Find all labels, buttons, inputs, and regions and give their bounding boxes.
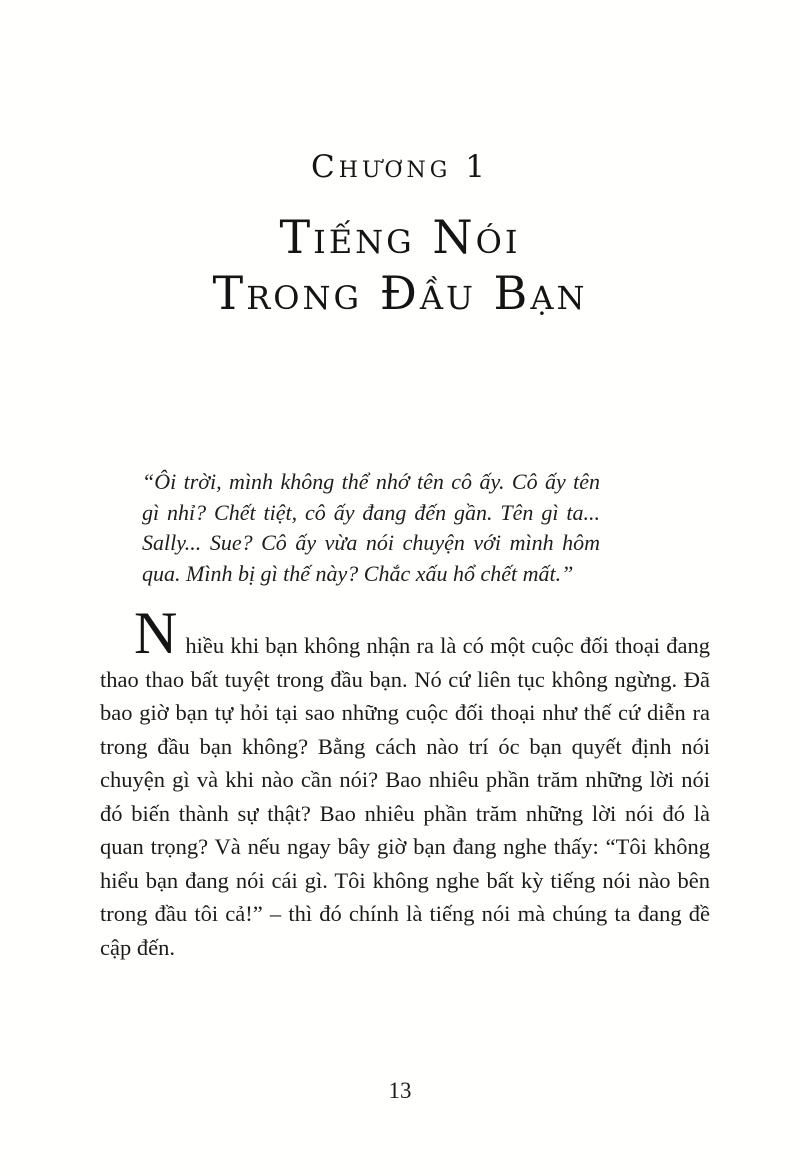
- chapter-label: Chương 1: [311, 149, 489, 185]
- body-paragraph: [100, 600, 710, 964]
- opening-quote: “Ôi trời, mình không thể nhớ tên cô ấy. Cô ấy tên gì nhỉ? Chết tiệt, cô ấy đang đến gần. Tên gì ta... Sally... Sue? Cô ấy vừa nói chuyện với mình hôm qua. Mình bị gì thế này? Chắc xấu hổ chết mất.”: [142, 469, 600, 586]
- chapter-title: [0, 209, 800, 321]
- page-number: 13: [388, 1078, 412, 1103]
- dropcap-initial: N: [134, 600, 178, 666]
- chapter-title-line-2: Trong Đầu Bạn: [212, 266, 588, 320]
- body-text: hiều khi bạn không nhận ra là có một cuộc đối thoại đang thao thao bất tuyệt trong đầu bạn. Nó cứ liên tục không ngừng. Đã bao giờ bạn tự hỏi tại sao những cuộc đối thoại như thế cứ diễn ra trong đầu bạn không? Bằng cách nào trí óc bạn quyết định nói chuyện gì và khi nào cần nói? Bao nhiêu phần trăm những lời nói đó biến thành sự thật? Bao nhiêu phần trăm những lời nói đó là quan trọng? Và nếu ngay bây giờ bạn đang nghe thấy: “Tôi không hiểu bạn đang nói cái gì. Tôi không nghe bất kỳ tiếng nói nào bên trong đầu tôi cả!” – thì đó chính là tiếng nói mà chúng ta đang đề cập đến.: [100, 633, 710, 960]
- chapter-title-line-1: Tiếng Nói: [279, 210, 521, 264]
